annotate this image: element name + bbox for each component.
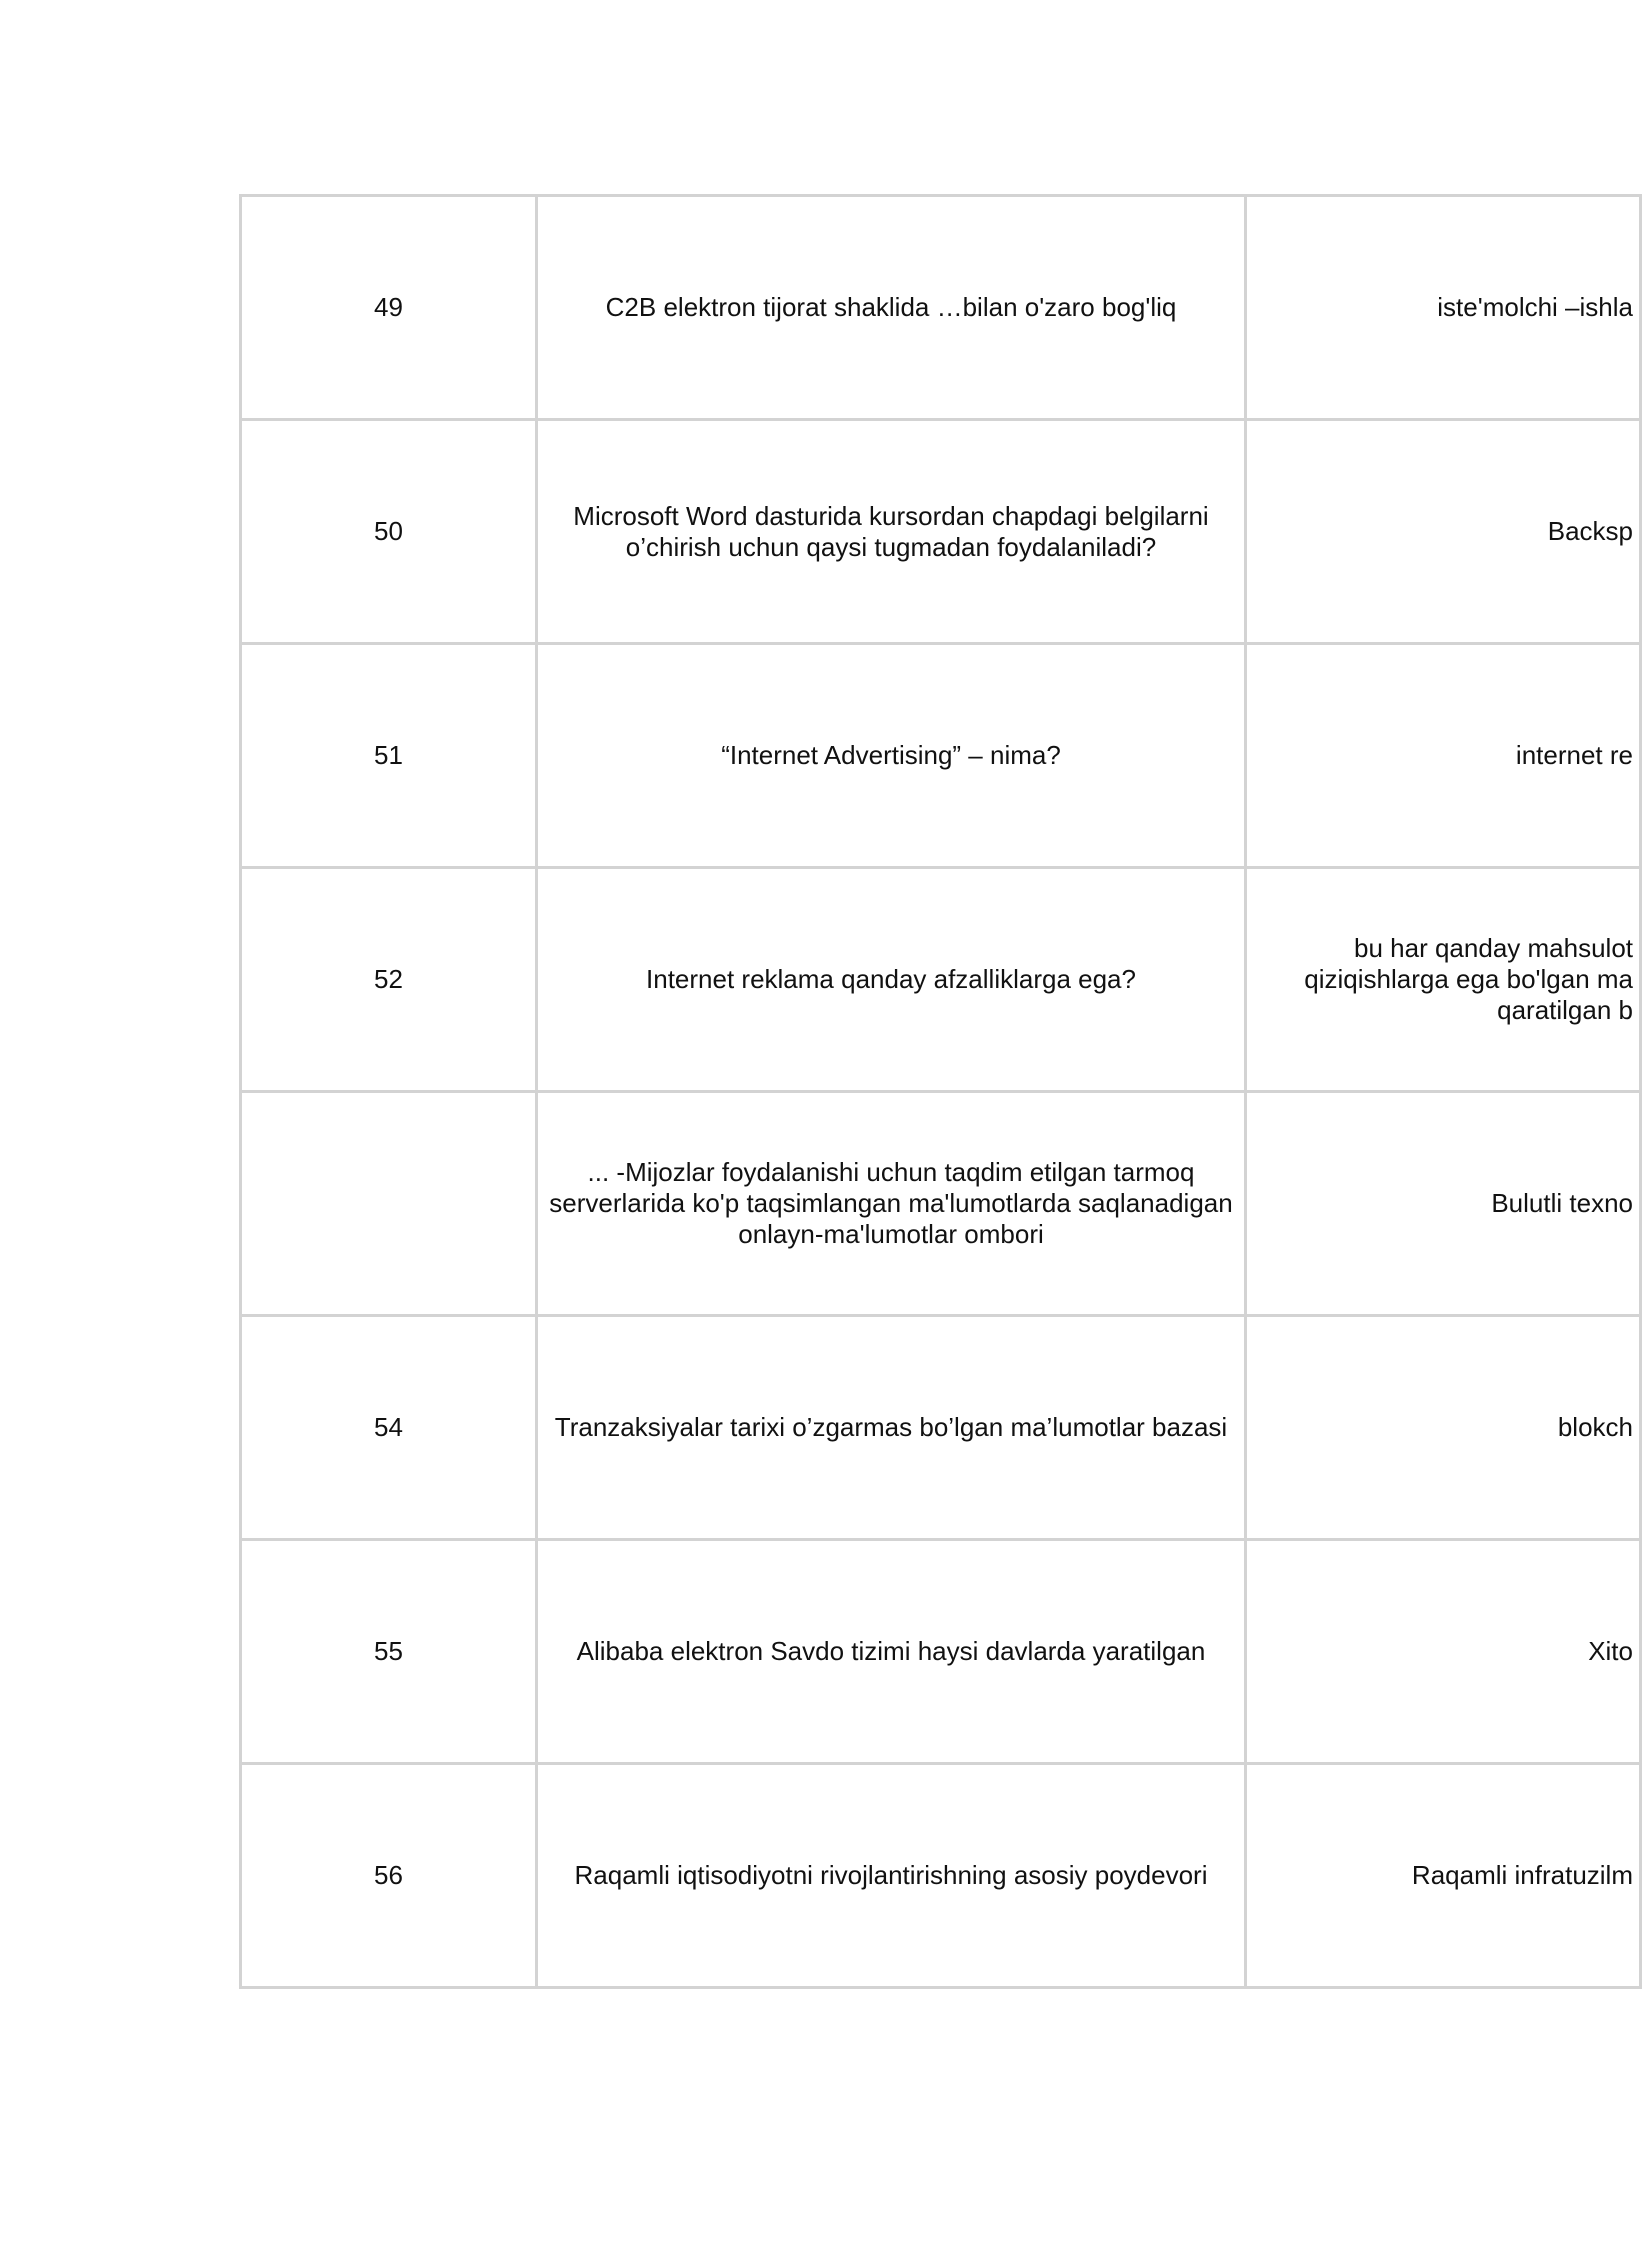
question-text-cell: Internet reklama qanday afzalliklarga ega? [537, 868, 1246, 1092]
answer-cell [1246, 420, 1641, 644]
answer-cell [1246, 868, 1641, 1092]
answer-text-line: qaratilgan b [1497, 995, 1633, 1025]
table-row [241, 1316, 1641, 1540]
question-text-cell: C2B elektron tijorat shaklida …bilan o'zaro bog'liq [537, 196, 1246, 420]
table-row [241, 1092, 1641, 1316]
answer-text-line: bu har qanday mahsulot [1354, 933, 1633, 963]
question-text-cell: Raqamli iqtisodiyotni rivojlantirishning asosiy poydevori [537, 1764, 1246, 1988]
answer-text-line: Raqamli infratuzilm [1411, 1860, 1633, 1890]
answer-text-line: iste'molchi –ishla [1437, 292, 1633, 322]
answer-text-line: Backsp [1547, 516, 1633, 546]
question-number-cell: 54 [241, 1316, 537, 1540]
answer-text-line: internet re [1515, 740, 1633, 770]
question-text-cell: Tranzaksiyalar tarixi o’zgarmas bo’lgan ma’lumotlar bazasi [537, 1316, 1246, 1540]
quiz-table [239, 194, 1642, 1989]
question-text-cell: Alibaba elektron Savdo tizimi haysi davlarda yaratilgan [537, 1540, 1246, 1764]
table-row [241, 1764, 1641, 1988]
table-row [241, 196, 1641, 420]
answer-text-line: qiziqishlarga ega bo'lgan ma [1304, 964, 1633, 994]
answer-cell [1246, 196, 1641, 420]
answer-cell [1246, 1092, 1641, 1316]
question-number-cell: 50 [241, 420, 537, 644]
question-number-cell: 55 [241, 1540, 537, 1764]
question-number-cell: 56 [241, 1764, 537, 1988]
table-row [241, 1540, 1641, 1764]
question-number-cell: 51 [241, 644, 537, 868]
answer-text-line: blokch [1557, 1412, 1633, 1442]
answer-text-line: Bulutli texno [1491, 1188, 1633, 1218]
question-number-cell [241, 1092, 537, 1316]
question-text-cell: Microsoft Word dasturida kursordan chapdagi belgilarni o’chirish uchun qaysi tugmadan foydalaniladi? [537, 420, 1246, 644]
question-text-cell: ... -Mijozlar foydalanishi uchun taqdim etilgan tarmoq serverlarida ko'p taqsimlangan ma'lumotlarda saqlanadigan onlayn-ma'lumotlar ombori [537, 1092, 1246, 1316]
answer-cell [1246, 1764, 1641, 1988]
quiz-table-body [241, 196, 1641, 1988]
table-row [241, 644, 1641, 868]
question-number-cell: 49 [241, 196, 537, 420]
answer-cell [1246, 644, 1641, 868]
question-number-cell: 52 [241, 868, 537, 1092]
answer-cell [1246, 1540, 1641, 1764]
table-row [241, 868, 1641, 1092]
answer-cell [1246, 1316, 1641, 1540]
question-text-cell: “Internet Advertising” – nima? [537, 644, 1246, 868]
answer-text-line: Xito [1588, 1636, 1633, 1666]
table-row [241, 420, 1641, 644]
